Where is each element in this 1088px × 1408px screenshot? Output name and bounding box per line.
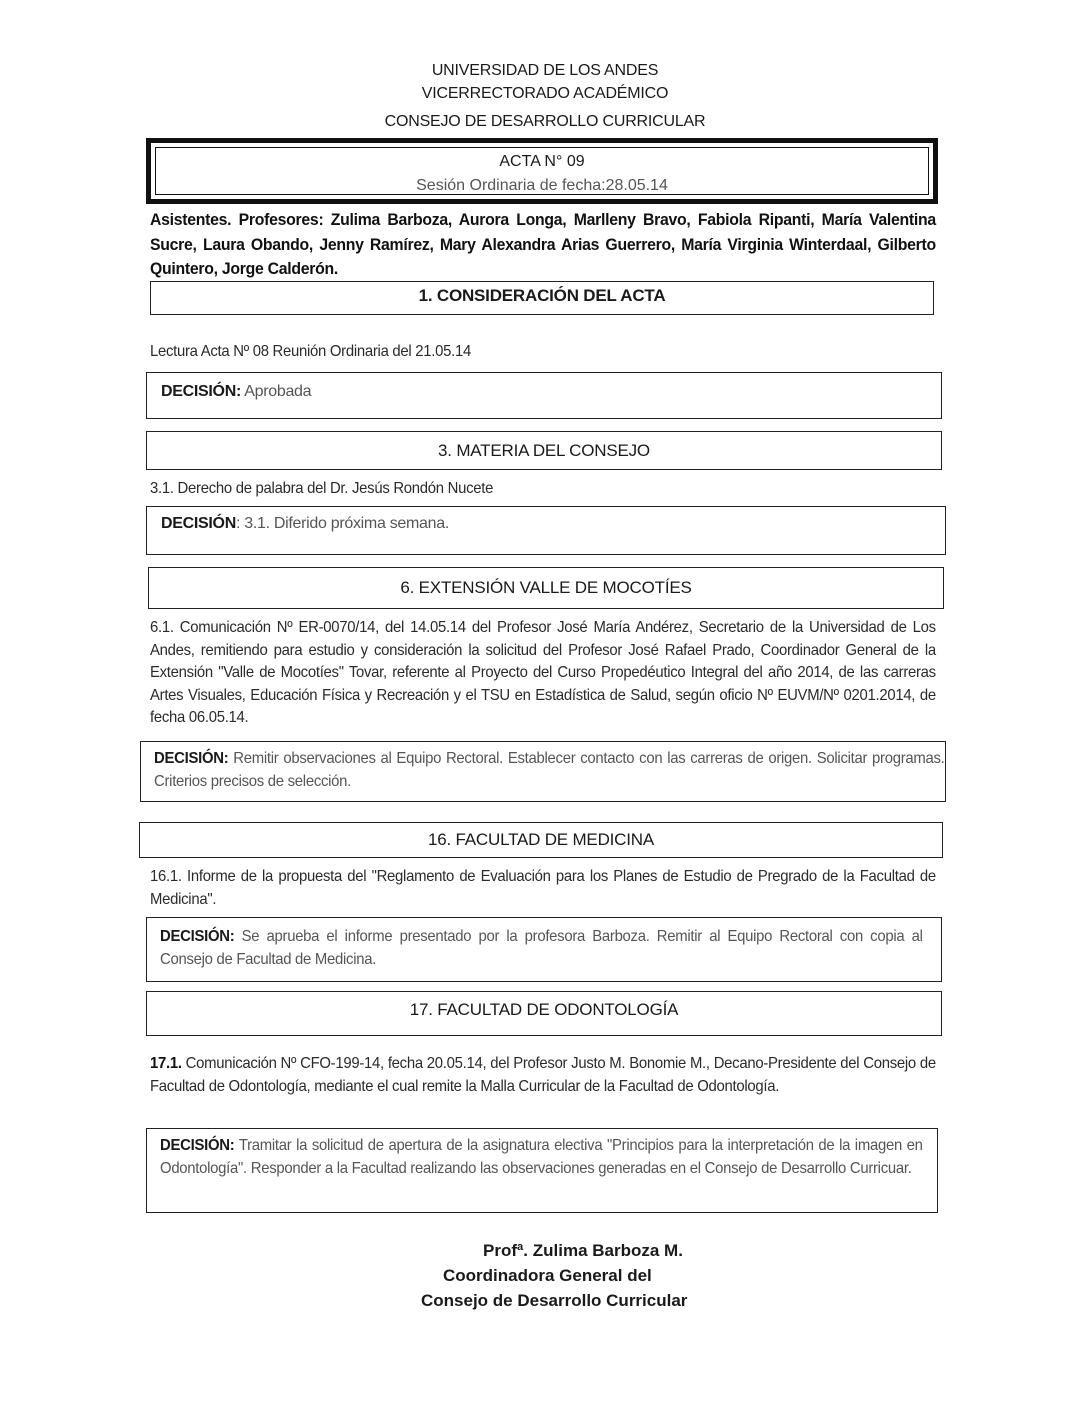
- section-17-title: 17. FACULTAD DE ODONTOLOGÍA: [409, 1000, 679, 1019]
- section-1-title: 1. CONSIDERACIÓN DEL ACTA: [418, 286, 666, 305]
- section-17-text-body: Comunicación Nº CFO-199-14, fecha 20.05.14, del Profesor Justo M. Bonomie M., Decano-Presidente del Consejo de Facultad de Odontología, mediante el cual remite la Malla Curricular de la Facultad de Odontología.: [150, 1055, 936, 1095]
- section-1-decision: [146, 372, 942, 419]
- acta-session: Sesión Ordinaria de fecha:28.05.14: [416, 177, 668, 194]
- section-3-header: [146, 431, 942, 470]
- section-6-title: 6. EXTENSIÓN VALLE DE MOCOTÍES: [400, 578, 692, 597]
- decision-text: Tramitar la solicitud de apertura de la asignatura electiva "Principios para la interpretación de la imagen en Odontología". Responder a la Facultad realizando las observaciones generadas en el Consejo de Desarrollo Curricuar.: [160, 1137, 923, 1177]
- section-16-header: [139, 822, 943, 858]
- section-3-decision: [146, 506, 946, 555]
- acta-box: [146, 138, 938, 204]
- attendees-text: Asistentes. Profesores: Zulima Barboza, Aurora Longa, Marlleny Bravo, Fabiola Ripanti, María Valentina Sucre, Laura Obando, Jenny Ramírez, Mary Alexandra Arias Guerrero, María Virginia Winterdaal, Gilberto Quintero, Jorge Calderón.: [150, 210, 936, 278]
- signature-name: Profª. Zulima Barboza M.: [483, 1241, 683, 1260]
- section-1-header: [150, 281, 934, 315]
- decision-text: Aprobada: [240, 383, 312, 400]
- section-1-text: Lectura Acta Nº 08 Reunión Ordinaria del 21.05.14: [150, 343, 471, 360]
- section-17-header: [146, 991, 942, 1036]
- decision-text: Remitir observaciones al Equipo Rectoral. Establecer contacto con las carreras de origen. Solicitar programas. Criterios precisos de selección.: [154, 750, 945, 790]
- decision-label: DECISIÓN: [161, 515, 236, 532]
- signature-role-1: Coordinadora General del: [443, 1266, 652, 1285]
- section-16-title: 16. FACULTAD DE MEDICINA: [427, 830, 654, 849]
- decision-label: DECISIÓN:: [161, 383, 241, 400]
- section-3-title: 3. MATERIA DEL CONSEJO: [438, 441, 650, 460]
- section-16-text: 16.1. Informe de la propuesta del "Reglamento de Evaluación para los Planes de Estudio de Pregrado de la Facultad de Medicina".: [150, 868, 936, 908]
- section-6-header: [148, 567, 944, 609]
- university-name: UNIVERSIDAD DE LOS ANDES: [431, 62, 659, 79]
- decision-label: DECISIÓN:: [154, 750, 229, 767]
- vicerrectorado-name: VICERRECTORADO ACADÉMICO: [421, 85, 669, 102]
- section-17-text: [150, 1053, 936, 1098]
- section-3-text: 3.1. Derecho de palabra del Dr. Jesús Rondón Nucete: [150, 480, 494, 497]
- consejo-name: CONSEJO DE DESARROLLO CURRICULAR: [384, 113, 706, 130]
- decision-label: DECISIÓN:: [160, 1137, 235, 1154]
- section-17-text-label: 17.1.: [150, 1055, 182, 1072]
- decision-text: Se aprueba el informe presentado por la profesora Barboza. Remitir al Equipo Rectoral con copia al Consejo de Facultad de Medicina.: [160, 928, 923, 968]
- signature-role-2: Consejo de Desarrollo Curricular: [421, 1291, 688, 1310]
- acta-title: ACTA N° 09: [499, 153, 585, 170]
- decision-text: : 3.1. Diferido próxima semana.: [235, 515, 449, 532]
- section-16-decision: [146, 917, 942, 982]
- section-6-decision: [140, 741, 946, 802]
- section-17-decision: [146, 1128, 938, 1213]
- decision-label: DECISIÓN:: [160, 928, 235, 945]
- section-6-text: 6.1. Comunicación Nº ER-0070/14, del 14.05.14 del Profesor José María Andérez, Secretario de la Universidad de Los Andes, remitiendo para estudio y consideración la solicitud del Profesor José Rafael Prado, Coordinador General de la Extensión "Valle de Mocotíes" Tovar, referente al Proyecto del Curso Propedéutico Integral del año 2014, de las carreras Artes Visuales, Educación Física y Recreación y el TSU en Estadística de Salud, según oficio Nº EUVM/Nº 0201.2014, de fecha 06.05.14.: [150, 619, 936, 726]
